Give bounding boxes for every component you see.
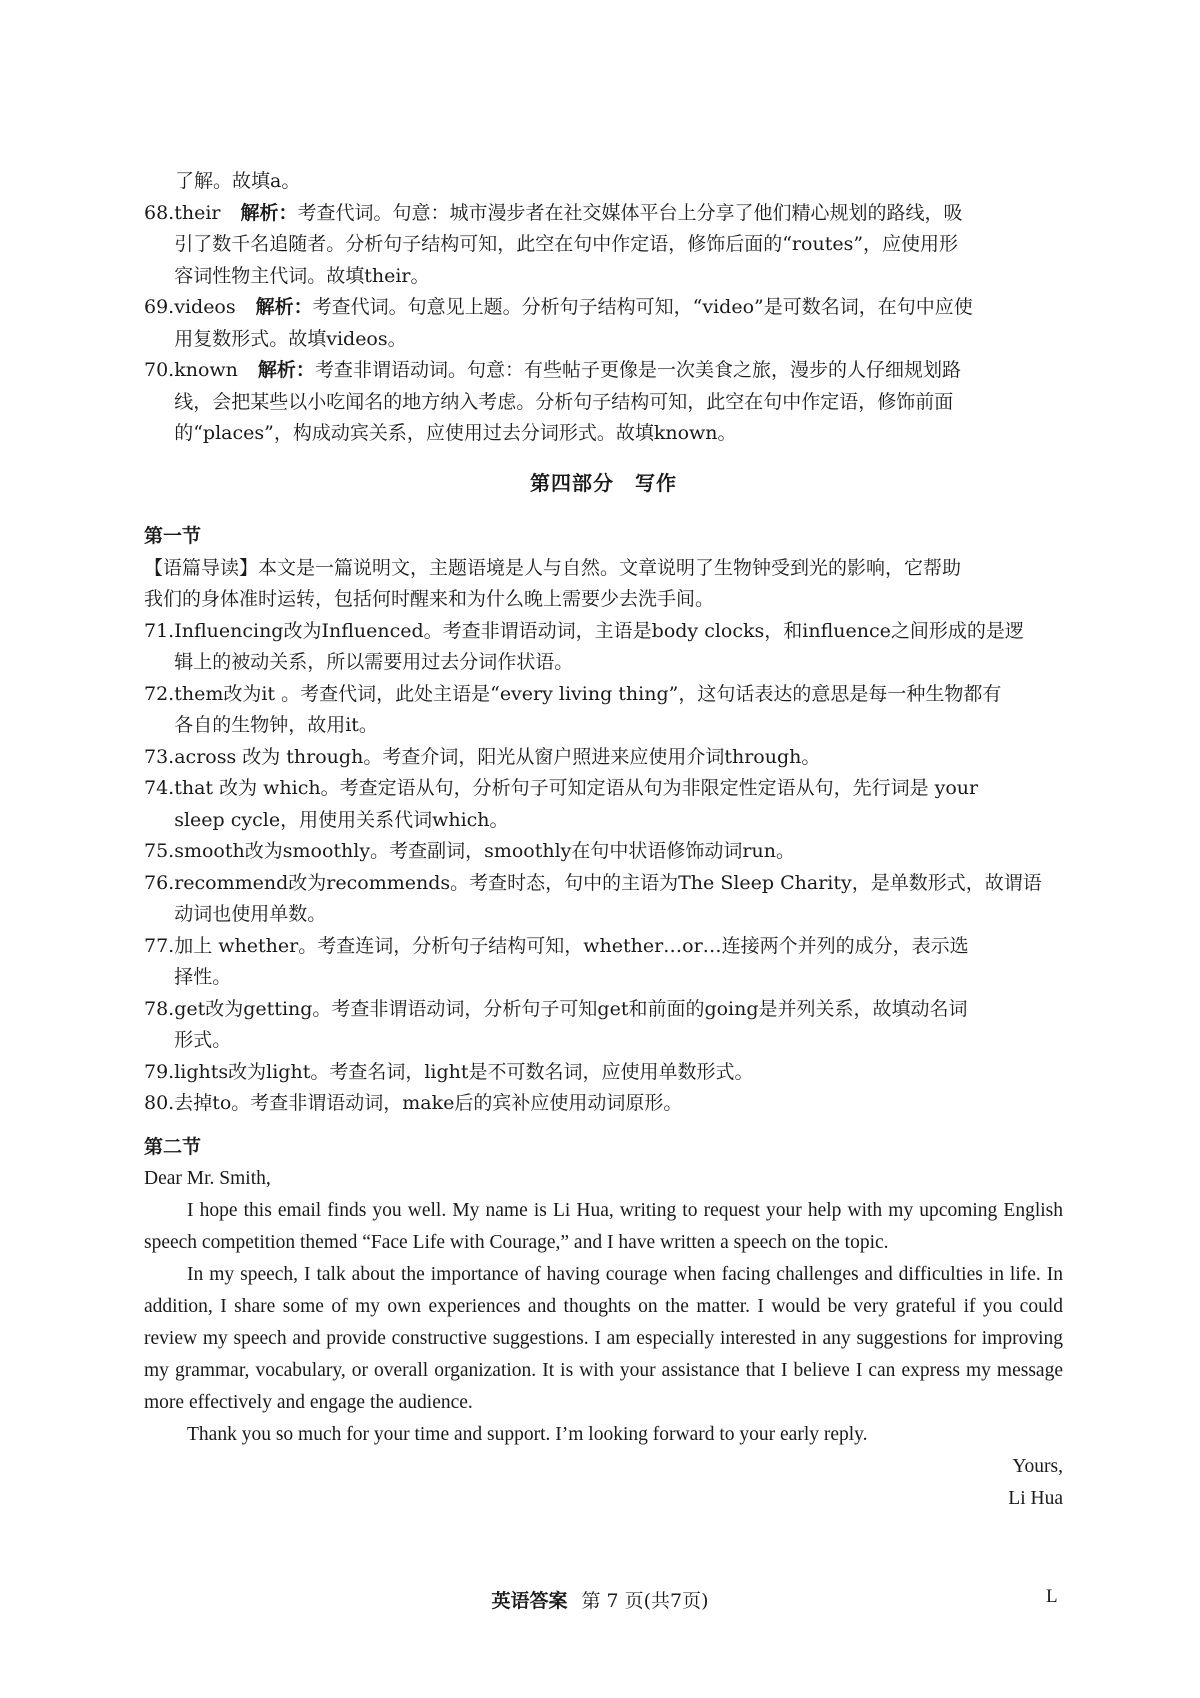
passage-guide-line: 我们的身体准时运转，包括何时醒来和为什么晚上需要少去洗手间。: [144, 588, 715, 610]
correction-line: get改为getting。考查非谓语动词，分析句子可知get和前面的going是并列关系，故填动名词: [174, 997, 968, 1020]
item-number: 68.: [144, 201, 175, 224]
correction-line: 去掉to。考查非谓语动词，make后的宾补应使用动词原形。: [174, 1092, 683, 1114]
answer-item-68: [144, 198, 1063, 293]
subsection-title: 第一节: [144, 525, 202, 547]
answer-item-70: [144, 355, 1063, 450]
correction-line: Influencing改为Influenced。考查非谓语动词，主语是body clocks，和influence之间形成的是逻: [174, 619, 1024, 642]
item-number: 80.: [144, 1092, 175, 1114]
analysis-line: 用复数形式。故填videos。: [174, 327, 407, 350]
correction-line: across 改为 through。考查介词，阳光从窗户照进来应使用介词through。: [174, 745, 821, 768]
correction-item-78: [144, 994, 1063, 1057]
correction-line: 动词也使用单数。: [174, 903, 327, 925]
answer-word: known: [174, 359, 238, 381]
letter-closing: Yours,: [1012, 1456, 1063, 1477]
analysis-line: 线，会把某些以小吃闻名的地方纳入考虑。分析句子结构可知，此空在句中作定语，修饰前面: [174, 390, 954, 413]
answer-item-69: [144, 292, 1063, 355]
page-footer: [0, 1586, 1200, 1613]
correction-line: 各自的生物钟，故用it。: [174, 714, 378, 736]
letter-salutation: Dear Mr. Smith,: [144, 1168, 271, 1189]
correction-line: sleep cycle，用使用关系代词which。: [174, 808, 509, 831]
correction-line: them改为it 。考查代词，此处主语是“every living thing”，这句话表达的意思是每一种生物都有: [174, 682, 1002, 705]
correction-item-71: [144, 616, 1063, 679]
item-number: 78.: [144, 997, 175, 1020]
correction-item-73: [144, 742, 1063, 774]
analysis-label: 解析：: [255, 296, 313, 318]
answer-word: videos: [174, 296, 236, 318]
correction-line: 加上 whether。考查连词，分析句子结构可知，whether…or…连接两个并列的成分，表示选: [174, 934, 969, 957]
analysis-label: 解析：: [257, 359, 315, 381]
answer-word: their: [174, 201, 221, 224]
analysis-line: 引了数千名追随者。分析句子结构可知，此空在句中作定语，修饰后面的“routes”，应使用形: [174, 233, 959, 255]
intro-line: 了解。故填a。: [175, 170, 301, 192]
correction-line: 形式。: [174, 1029, 232, 1051]
correction-line: recommend改为recommends。考查时态，句中的主语为The Sleep Charity，是单数形式，故谓语: [174, 871, 1042, 894]
document-page: [144, 166, 1063, 1515]
letter-paragraph: In my speech, I talk about the importance of having courage when facing challenges and difficulties in life. In addition, I share some of my own experiences and thoughts on the matter. I would be very grateful if you could review my speech and provide constructive suggestions. I am especially interested in any suggestions for improving my grammar, vocabulary, or overall organization. It is with your assistance that I believe I can express my message more effectively and engage the audience.: [144, 1264, 1063, 1413]
subsection-title: 第二节: [144, 1135, 202, 1158]
analysis-line: 容词性物主代词。故填their。: [174, 264, 430, 287]
analysis-line: 的“places”，构成动宾关系，应使用过去分词形式。故填known。: [174, 422, 737, 444]
correction-item-77: [144, 931, 1063, 994]
footer-title: 英语答案: [491, 1590, 568, 1612]
item-number: 75.: [144, 840, 175, 862]
correction-line: 择性。: [174, 966, 232, 988]
item-number: 76.: [144, 871, 175, 894]
item-number: 79.: [144, 1060, 175, 1083]
letter-paragraph: Thank you so much for your time and support. I’m looking forward to your early reply.: [187, 1424, 868, 1445]
correction-line: that 改为 which。考查定语从句，分析句子可知定语从句为非限定性定语从句，先行词是 your: [174, 777, 979, 799]
item-number: 73.: [144, 745, 175, 768]
item-number: 74.: [144, 777, 175, 799]
analysis-line: 考查非谓语动词。句意：有些帖子更像是一次美食之旅，漫步的人仔细规划路: [314, 359, 961, 381]
analysis-line: 考查代词。句意见上题。分析句子结构可知，“video”是可数名词，在句中应使: [312, 296, 973, 318]
footer-mark: L: [1046, 1586, 1058, 1607]
analysis-label: 解析：: [240, 201, 298, 224]
correction-item-72: [144, 679, 1063, 742]
analysis-line: 考查代词。句意：城市漫步者在社交媒体平台上分享了他们精心规划的路线，吸: [297, 201, 963, 224]
correction-line: smooth改为smoothly。考查副词，smoothly在句中状语修饰动词run。: [174, 840, 795, 862]
correction-item-74: [144, 773, 1063, 836]
letter-signature: Li Hua: [1008, 1488, 1063, 1509]
correction-item-80: [144, 1088, 1063, 1120]
correction-item-76: [144, 868, 1063, 931]
correction-line: 辑上的被动关系，所以需要用过去分词作状语。: [174, 651, 574, 673]
section-title: 第四部分 写作: [530, 470, 677, 495]
letter-paragraph: I hope this email finds you well. My name is Li Hua, writing to request your help with my upcoming English speech competition themed “Face Life with Courage,” and I have written a speech on the topic.: [144, 1200, 1063, 1253]
item-number: 71.: [144, 619, 175, 642]
item-number: 77.: [144, 934, 175, 957]
correction-item-79: [144, 1057, 1063, 1089]
sample-letter: [144, 1163, 1063, 1515]
passage-guide-line: 【语篇导读】本文是一篇说明文，主题语境是人与自然。文章说明了生物钟受到光的影响，它帮助: [144, 556, 962, 579]
footer-page-info: 第 7 页(共7页): [581, 1590, 709, 1612]
item-number: 69.: [144, 296, 175, 318]
item-number: 70.: [144, 359, 175, 381]
correction-item-75: [144, 836, 1063, 868]
correction-line: lights改为light。考查名词，light是不可数名词，应使用单数形式。: [174, 1060, 754, 1083]
item-number: 72.: [144, 682, 175, 705]
